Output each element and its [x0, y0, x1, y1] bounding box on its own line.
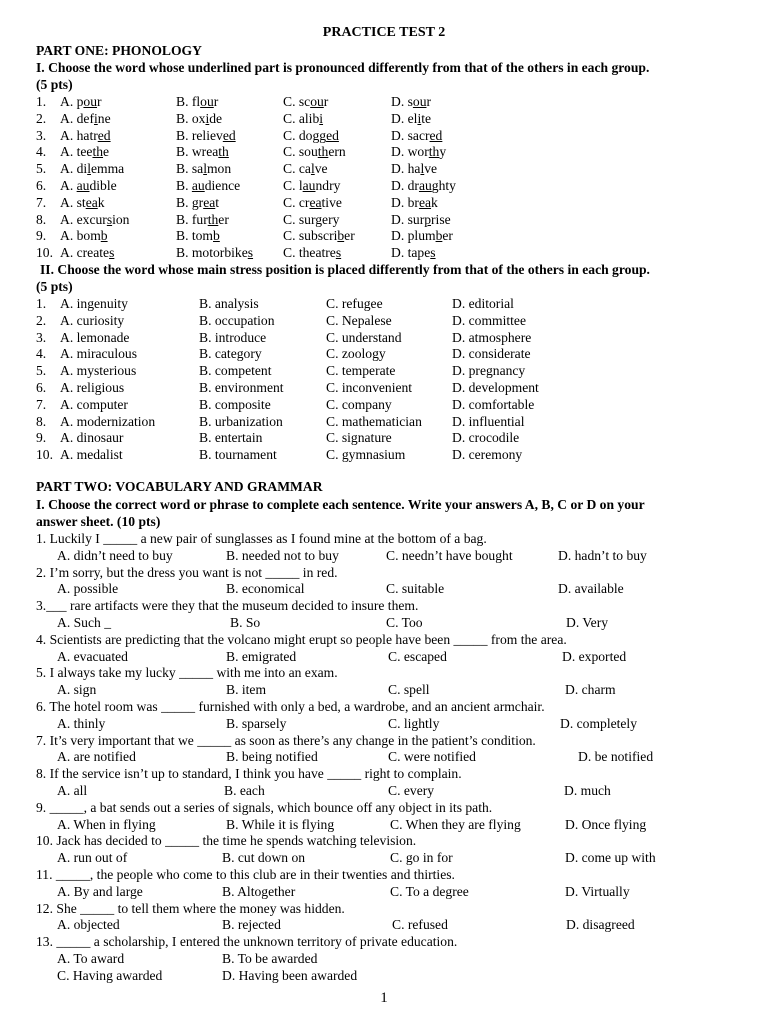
option-c: C. every	[388, 783, 435, 798]
option-b	[176, 178, 240, 194]
underlined-part: b	[435, 228, 443, 244]
option-b: B. composite	[199, 396, 271, 412]
option-b	[176, 161, 231, 177]
option-d: D. much	[564, 783, 611, 798]
option-text: ndry	[315, 178, 341, 193]
option-d: D. come up with	[565, 850, 656, 866]
option-a: A. lemonade	[60, 329, 130, 345]
underlined-part: i	[205, 110, 210, 126]
option-text: B. wrea	[176, 144, 219, 160]
option-text: B. tom	[176, 228, 214, 244]
option-text: ghty	[431, 178, 456, 193]
option-text: rise	[431, 211, 451, 227]
section-2-instructions: II. Choose the word whose main stress position is placed differently from that of the others in each group.	[40, 262, 650, 277]
question-number: 4.	[36, 144, 47, 160]
option-a: A. mysterious	[60, 363, 137, 379]
option-c: C. spell	[388, 682, 430, 698]
option-d: D. considerate	[452, 346, 531, 362]
option-c: C. refugee	[326, 296, 383, 311]
option-b: B. Altogether	[222, 883, 296, 899]
option-a	[60, 245, 114, 261]
option-d: D. development	[452, 380, 539, 395]
question-text: 8. If the service isn’t up to standard, I think you have _____ right to complain.	[36, 766, 462, 782]
option-text: te	[421, 110, 432, 126]
option-c: C. lightly	[388, 715, 440, 731]
option-d: D. be notified	[578, 749, 654, 765]
option-c: C. gymnasium	[326, 447, 406, 463]
underlined-part: ou	[200, 94, 214, 109]
option-text: B.	[176, 178, 192, 193]
part-two-instructions: I. Choose the correct word or phrase to complete each sentence. Write your answers A, B, C or D on your	[36, 497, 645, 512]
option-a: A. objected	[57, 917, 120, 933]
underlined-part: l	[420, 161, 425, 177]
underlined-part: l	[310, 161, 315, 177]
option-d	[391, 111, 431, 127]
option-b	[176, 228, 220, 244]
underlined-part: ou	[310, 94, 324, 109]
underlined-part: au	[191, 178, 205, 193]
option-d	[391, 178, 456, 194]
option-text: D. sur	[391, 211, 425, 227]
question-text: 10. Jack has decided to _____ the time he spends watching television.	[36, 833, 417, 849]
option-a: A. all	[57, 783, 88, 798]
option-c: C. needn’t have bought	[386, 547, 513, 563]
option-text: D. wor	[391, 144, 429, 160]
option-d: D. hadn’t to buy	[558, 547, 647, 563]
option-a: A. evacuated	[57, 648, 128, 664]
option-b: B. occupation	[199, 312, 275, 328]
option-d: D. comfortable	[452, 396, 535, 412]
option-d	[391, 228, 453, 244]
underlined-part: th	[428, 144, 440, 160]
option-text: A. tee	[60, 144, 93, 160]
option-b	[176, 212, 229, 228]
option-b	[176, 94, 218, 110]
option-a: A. curiosity	[60, 312, 125, 328]
underlined-part: s	[247, 245, 254, 261]
option-a: A. are notified	[57, 749, 136, 765]
question-text: 13. _____ a scholarship, I entered the unknown territory of private education.	[36, 934, 458, 950]
option-text: r	[426, 94, 432, 109]
part-one-heading: PART ONE: PHONOLOGY	[36, 43, 202, 58]
underlined-part: i	[417, 110, 422, 126]
option-text: B. gr	[176, 194, 204, 210]
option-d	[391, 128, 442, 144]
underlined-part: au	[302, 178, 316, 193]
option-b: B. environment	[199, 380, 284, 395]
option-c	[283, 144, 346, 160]
option-text: D. br	[391, 194, 419, 210]
question-number: 5.	[36, 363, 47, 379]
option-d	[391, 94, 431, 110]
option-text: e	[103, 144, 110, 160]
option-text: B. reliev	[176, 127, 223, 143]
option-d: D. completely	[560, 715, 638, 731]
option-text: ern	[328, 144, 346, 160]
option-text: D. plum	[391, 228, 436, 244]
underlined-part: s	[335, 245, 342, 261]
underlined-part: p	[424, 211, 432, 227]
question-text: 5. I always take my lucky _____ with me into an exam.	[36, 665, 338, 681]
underlined-part: th	[218, 144, 229, 160]
question-number: 6.	[36, 380, 47, 395]
option-c: C. signature	[326, 430, 392, 446]
option-d	[391, 245, 436, 261]
option-d: D. available	[558, 581, 624, 597]
question-number: 10.	[36, 447, 53, 463]
option-c: C. were notified	[388, 749, 476, 765]
option-c: C. company	[326, 396, 392, 412]
question-text: 1. Luckily I _____ a new pair of sunglasses as I found mine at the bottom of a bag.	[36, 531, 487, 546]
option-b: B. sparsely	[226, 715, 287, 731]
option-text: ve	[424, 161, 438, 177]
option-b: B. cut down on	[222, 850, 306, 866]
underlined-part: g	[315, 211, 323, 227]
underlined-part: ou	[83, 94, 98, 109]
option-b: B. To be awarded	[222, 951, 318, 966]
question-text: 12. She _____ to tell them where the money was hidden.	[36, 900, 345, 916]
question-text: 4. Scientists are predicting that the volcano might erupt so people have been _____ from the area.	[36, 631, 567, 647]
question-number: 3.	[36, 329, 47, 345]
option-text: B. sa	[176, 161, 204, 177]
option-a: A. miraculous	[60, 346, 138, 362]
question-number: 10.	[36, 245, 53, 261]
option-d: D. pregnancy	[452, 363, 526, 379]
option-text: B. ox	[176, 110, 206, 126]
option-d: D. Having been awarded	[222, 967, 358, 983]
option-c	[283, 195, 342, 211]
underlined-part: s	[109, 245, 115, 261]
option-a: A. dinosaur	[60, 430, 124, 446]
option-d	[391, 161, 437, 177]
underlined-part: s	[430, 245, 436, 261]
option-a	[60, 195, 105, 211]
option-text: t	[215, 194, 220, 210]
option-text: mon	[206, 161, 232, 177]
question-text: 9. _____, a bat sends out a series of signals, which bounce off any object in its path.	[36, 799, 493, 815]
option-c: C. temperate	[326, 363, 396, 379]
option-text: de	[209, 110, 223, 126]
option-text: ery	[322, 211, 340, 227]
option-b: B. introduce	[199, 329, 267, 345]
option-text: C. sou	[283, 144, 318, 160]
option-c: C. Having awarded	[57, 967, 163, 983]
section-1-instructions: I. Choose the word whose underlined part is pronounced differently from that of the others in each group.	[36, 60, 650, 75]
option-b	[176, 128, 236, 144]
option-c: C. When they are flying	[390, 816, 521, 832]
option-b: B. analysis	[199, 296, 259, 311]
question-number: 6.	[36, 178, 47, 193]
option-text: C. l	[283, 178, 303, 193]
part-two-heading: PART TWO: VOCABULARY AND GRAMMAR	[36, 479, 323, 494]
option-text: D. dr	[391, 178, 419, 193]
option-d: D. editorial	[452, 296, 514, 311]
option-a: A. sign	[57, 682, 97, 698]
option-text: ne	[97, 110, 111, 126]
underlined-part: i	[93, 110, 98, 126]
option-d: D. Very	[566, 615, 609, 630]
option-c	[283, 178, 340, 194]
option-a	[60, 178, 117, 194]
question-text: 2. I’m sorry, but the dress you want is not _____ in red.	[36, 564, 338, 580]
question-number: 5.	[36, 161, 47, 177]
question-number: 7.	[36, 396, 47, 412]
option-text: C. sur	[283, 211, 316, 227]
option-text: dible	[89, 178, 117, 193]
option-text: A. p	[60, 94, 84, 109]
page-number: 1	[380, 990, 388, 1006]
section-2-points: (5 pts)	[36, 279, 73, 294]
option-text: B. fl	[176, 94, 201, 109]
option-c: C. mathematician	[326, 413, 422, 429]
option-b: B. tournament	[199, 447, 277, 463]
question-number: 2.	[36, 312, 47, 328]
option-d: D. atmosphere	[452, 329, 532, 345]
option-a	[60, 128, 111, 144]
option-b: B. category	[199, 346, 262, 362]
option-b: B. While it is flying	[226, 816, 335, 832]
question-text: 11. _____, the people who come to this club are in their twenties and thirties.	[36, 867, 455, 882]
option-c: C. Too	[386, 615, 423, 630]
option-d: D. influential	[452, 413, 525, 429]
underlined-part: th	[92, 144, 104, 160]
underlined-part: ea	[309, 194, 322, 210]
option-text: A. st	[60, 194, 86, 210]
option-text: B. motorbike	[176, 245, 248, 261]
option-text: k	[431, 194, 438, 210]
option-text: k	[97, 194, 105, 210]
option-c	[283, 111, 323, 127]
option-a: A. possible	[57, 581, 119, 597]
option-c: C. refused	[392, 917, 448, 933]
option-text: er	[218, 211, 229, 227]
option-b: B. emigrated	[226, 648, 297, 664]
option-a: A. medalist	[60, 447, 123, 463]
underlined-part: ed	[326, 127, 339, 143]
option-b: B. being notified	[226, 749, 318, 765]
underlined-part: ed	[97, 127, 111, 143]
option-b: B. needed not to buy	[226, 547, 339, 563]
question-number: 7.	[36, 194, 47, 210]
option-text: D. s	[391, 94, 413, 109]
option-a: A. didn’t need to buy	[57, 547, 173, 563]
option-text: ion	[112, 211, 130, 227]
option-c: C. understand	[326, 329, 402, 345]
option-text: C. sc	[283, 94, 311, 109]
option-text: y	[439, 144, 447, 160]
option-text: A. excur	[60, 211, 107, 227]
option-a: A. run out of	[57, 850, 128, 866]
underlined-part: b	[100, 228, 108, 244]
option-text: A. create	[60, 245, 110, 261]
option-b: B. entertain	[199, 430, 263, 446]
option-d	[391, 212, 451, 228]
option-c: C. suitable	[386, 581, 445, 597]
option-a	[60, 212, 129, 228]
question-text: 7. It’s very important that we _____ as soon as there’s any change in the patient’s condition.	[36, 732, 536, 748]
option-c	[283, 161, 328, 177]
option-text: dience	[204, 178, 241, 193]
underlined-part: ou	[412, 94, 427, 109]
option-c: C. inconvenient	[326, 380, 413, 395]
option-b	[176, 144, 229, 160]
option-a	[60, 228, 108, 244]
underlined-part: th	[207, 211, 219, 227]
option-text: er	[442, 228, 453, 244]
option-a: A. religious	[60, 380, 125, 395]
underlined-part: ea	[418, 194, 432, 210]
underlined-part: b	[213, 228, 220, 244]
option-text: C. dogg	[283, 127, 327, 143]
underlined-part: th	[317, 144, 329, 160]
option-text: C. theatre	[283, 245, 336, 261]
option-b: B. So	[230, 615, 261, 630]
option-a: A. When in flying	[57, 816, 156, 832]
underlined-part: ea	[203, 194, 216, 210]
question-number: 8.	[36, 413, 47, 429]
option-d: D. committee	[452, 312, 526, 328]
option-text: A.	[60, 178, 77, 193]
option-a: A. ingenuity	[60, 296, 128, 311]
question-number: 8.	[36, 211, 47, 227]
question-text: 6. The hotel room was _____ furnished with only a bed, a wardrobe, and an ancient armchair.	[36, 699, 545, 714]
option-c: C. go in for	[390, 850, 453, 866]
option-d: D. Once flying	[565, 816, 647, 832]
option-d: D. exported	[562, 648, 627, 664]
underlined-part: ea	[85, 194, 98, 210]
option-text: D. tape	[391, 245, 431, 261]
underlined-part: au	[76, 178, 90, 193]
option-c: C. zoology	[326, 346, 386, 362]
underlined-part: b	[337, 228, 345, 244]
option-text: r	[323, 94, 329, 109]
option-text: D. el	[391, 110, 418, 126]
option-a: A. computer	[60, 396, 128, 412]
option-a	[60, 94, 102, 110]
option-text: C. cr	[283, 194, 310, 210]
option-b	[176, 111, 222, 127]
option-a: A. modernization	[60, 413, 156, 429]
underlined-part: s	[106, 211, 113, 227]
question-number: 4.	[36, 346, 47, 362]
underlined-part: i	[319, 110, 324, 126]
option-c: C. Nepalese	[326, 312, 392, 328]
underlined-part: au	[418, 178, 432, 193]
option-a: A. To award	[57, 951, 125, 966]
option-text: A. hatr	[60, 127, 98, 143]
option-a: A. Such _	[57, 615, 111, 630]
option-c	[283, 245, 341, 261]
underlined-part: ed	[429, 127, 443, 143]
option-d: D. Virtually	[565, 883, 630, 899]
question-number: 1.	[36, 94, 47, 109]
section-1-points: (5 pts)	[36, 77, 73, 92]
option-a	[60, 144, 109, 160]
underlined-part: l	[87, 161, 91, 177]
option-d	[391, 144, 446, 160]
option-text: B. fur	[176, 211, 208, 227]
option-b: B. each	[224, 783, 265, 798]
option-text: r	[213, 94, 219, 109]
option-text: emma	[90, 161, 125, 177]
option-text: C. subscri	[283, 228, 338, 244]
option-c: C. To a degree	[390, 883, 469, 899]
underlined-part: ed	[222, 127, 236, 143]
option-d: D. ceremony	[452, 447, 523, 463]
question-number: 2.	[36, 110, 47, 126]
underlined-part: l	[203, 161, 207, 177]
option-d: D. charm	[565, 682, 616, 698]
option-a: A. By and large	[57, 883, 143, 899]
option-b: B. competent	[199, 363, 272, 379]
option-d	[391, 195, 438, 211]
part-two-points: answer sheet. (10 pts)	[36, 514, 161, 529]
option-text: er	[344, 228, 355, 244]
option-b	[176, 195, 219, 211]
question-number: 9.	[36, 228, 47, 244]
question-number: 1.	[36, 296, 47, 311]
question-text: 3.___ rare artifacts were they that the museum decided to insure them.	[36, 598, 419, 614]
option-text: D. sacr	[391, 127, 430, 143]
option-c	[283, 212, 339, 228]
page-title: PRACTICE TEST 2	[322, 25, 446, 40]
option-b: B. rejected	[222, 917, 281, 933]
option-c	[283, 94, 328, 110]
option-a	[60, 111, 111, 127]
option-b: B. economical	[226, 581, 305, 597]
option-c	[283, 128, 339, 144]
option-b	[176, 245, 253, 261]
option-b: B. urbanization	[199, 413, 283, 429]
option-a: A. thinly	[57, 715, 106, 731]
option-text: tive	[321, 194, 342, 210]
option-text: C. ca	[283, 161, 311, 177]
question-number: 9.	[36, 430, 47, 446]
option-text: D. ha	[391, 161, 421, 177]
option-b: B. item	[226, 682, 267, 698]
option-c: C. escaped	[388, 648, 447, 664]
option-text: ve	[314, 161, 328, 177]
option-text: C. alib	[283, 110, 320, 126]
option-text: A. bom	[60, 228, 101, 244]
option-a	[60, 161, 124, 177]
option-c	[283, 228, 355, 244]
option-text: A. di	[60, 161, 88, 177]
option-text: A. def	[60, 110, 94, 126]
option-d: D. crocodile	[452, 430, 520, 446]
option-text: r	[97, 94, 102, 109]
option-d: D. disagreed	[566, 917, 635, 933]
question-number: 3.	[36, 127, 47, 143]
